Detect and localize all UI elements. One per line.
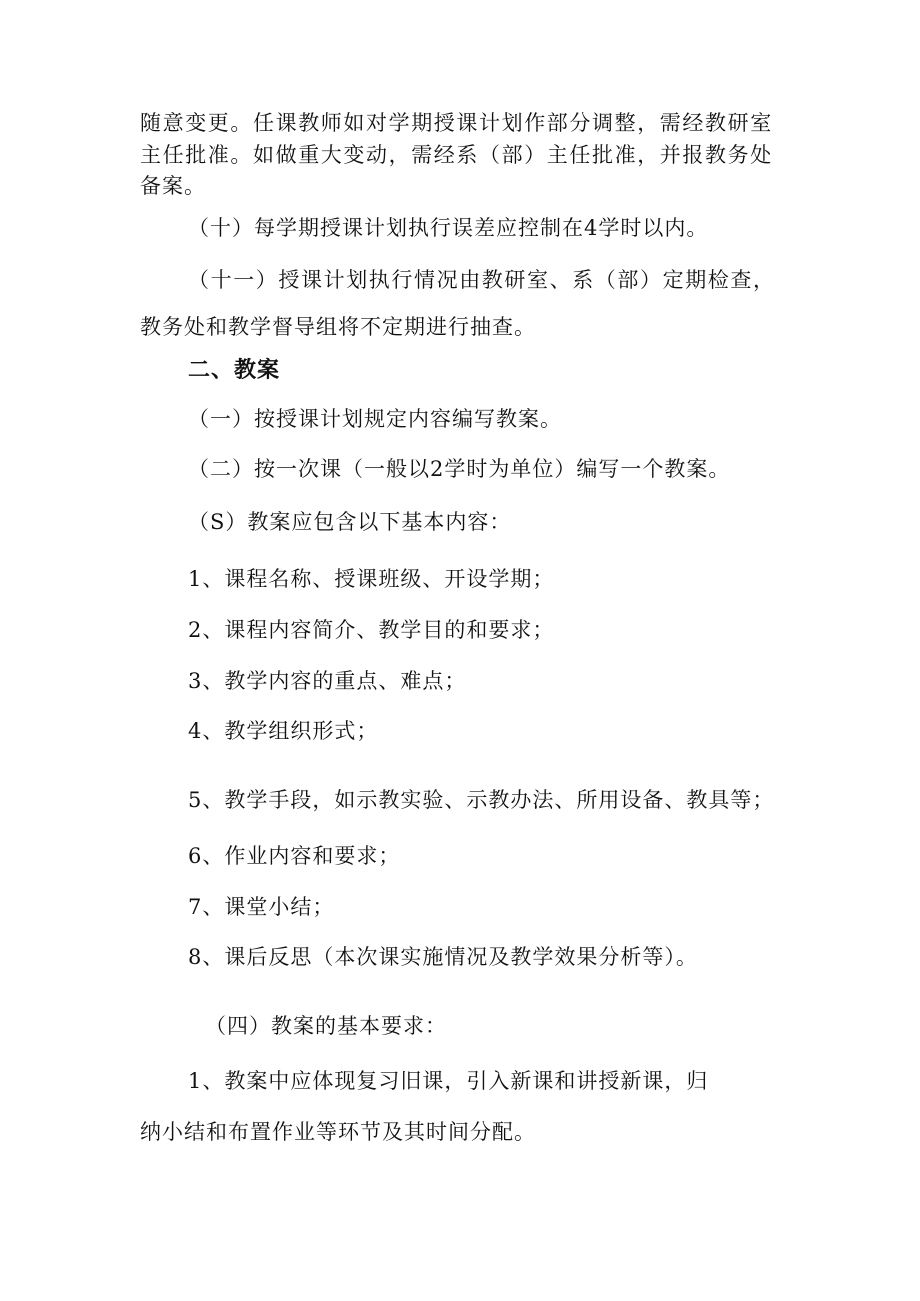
lesson-plan-item-3: （S）教案应包含以下基本内容： xyxy=(188,510,512,534)
item-11-line-2: 教务处和教学督导组将不定期进行抽查。 xyxy=(140,315,536,339)
paragraph-1-line-2: 主任批准。如做重大变动，需经系（部）主任批准，并报教务处 xyxy=(140,143,773,167)
lesson-plan-item-2: （二）按一次课（一般以2学时为单位）编写一个教案。 xyxy=(188,457,731,481)
section-2-heading: 二、教案 xyxy=(188,358,281,383)
content-list-item-5: 5、教学手段，如示教实验、示教办法、所用设备、教具等； xyxy=(188,788,775,812)
content-list-item-4: 4、教学组织形式； xyxy=(188,719,379,743)
item-10-text: （十）每学期授课计划执行误差应控制在4学时以内。 xyxy=(188,216,709,240)
content-list-item-6: 6、作业内容和要求； xyxy=(188,844,401,868)
content-list-item-1: 1、课程名称、授课班级、开设学期； xyxy=(188,567,555,591)
content-list-item-2: 2、课程内容简介、教学目的和要求； xyxy=(188,618,555,642)
paragraph-1-line-1: 随意变更。任课教师如对学期授课计划作部分调整，需经教研室 xyxy=(140,111,773,135)
paragraph-1-line-3: 备案。 xyxy=(140,174,206,198)
lesson-plan-item-4: （四）教案的基本要求： xyxy=(205,1014,447,1038)
content-list-item-7: 7、课堂小结； xyxy=(188,895,335,919)
requirement-1-line-1: 1、教案中应体现复习旧课，引入新课和讲授新课，归 xyxy=(188,1069,709,1093)
content-list-item-8: 8、课后反思（本次课实施情况及教学效果分析等）。 xyxy=(188,945,698,969)
item-11-line-1: （十一）授课计划执行情况由教研室、系（部）定期检查， xyxy=(188,268,776,292)
lesson-plan-item-1: （一）按授课计划规定内容编写教案。 xyxy=(188,407,562,431)
content-list-item-3: 3、教学内容的重点、难点； xyxy=(188,669,467,693)
requirement-1-line-2: 纳小结和布置作业等环节及其时间分配。 xyxy=(140,1120,536,1144)
